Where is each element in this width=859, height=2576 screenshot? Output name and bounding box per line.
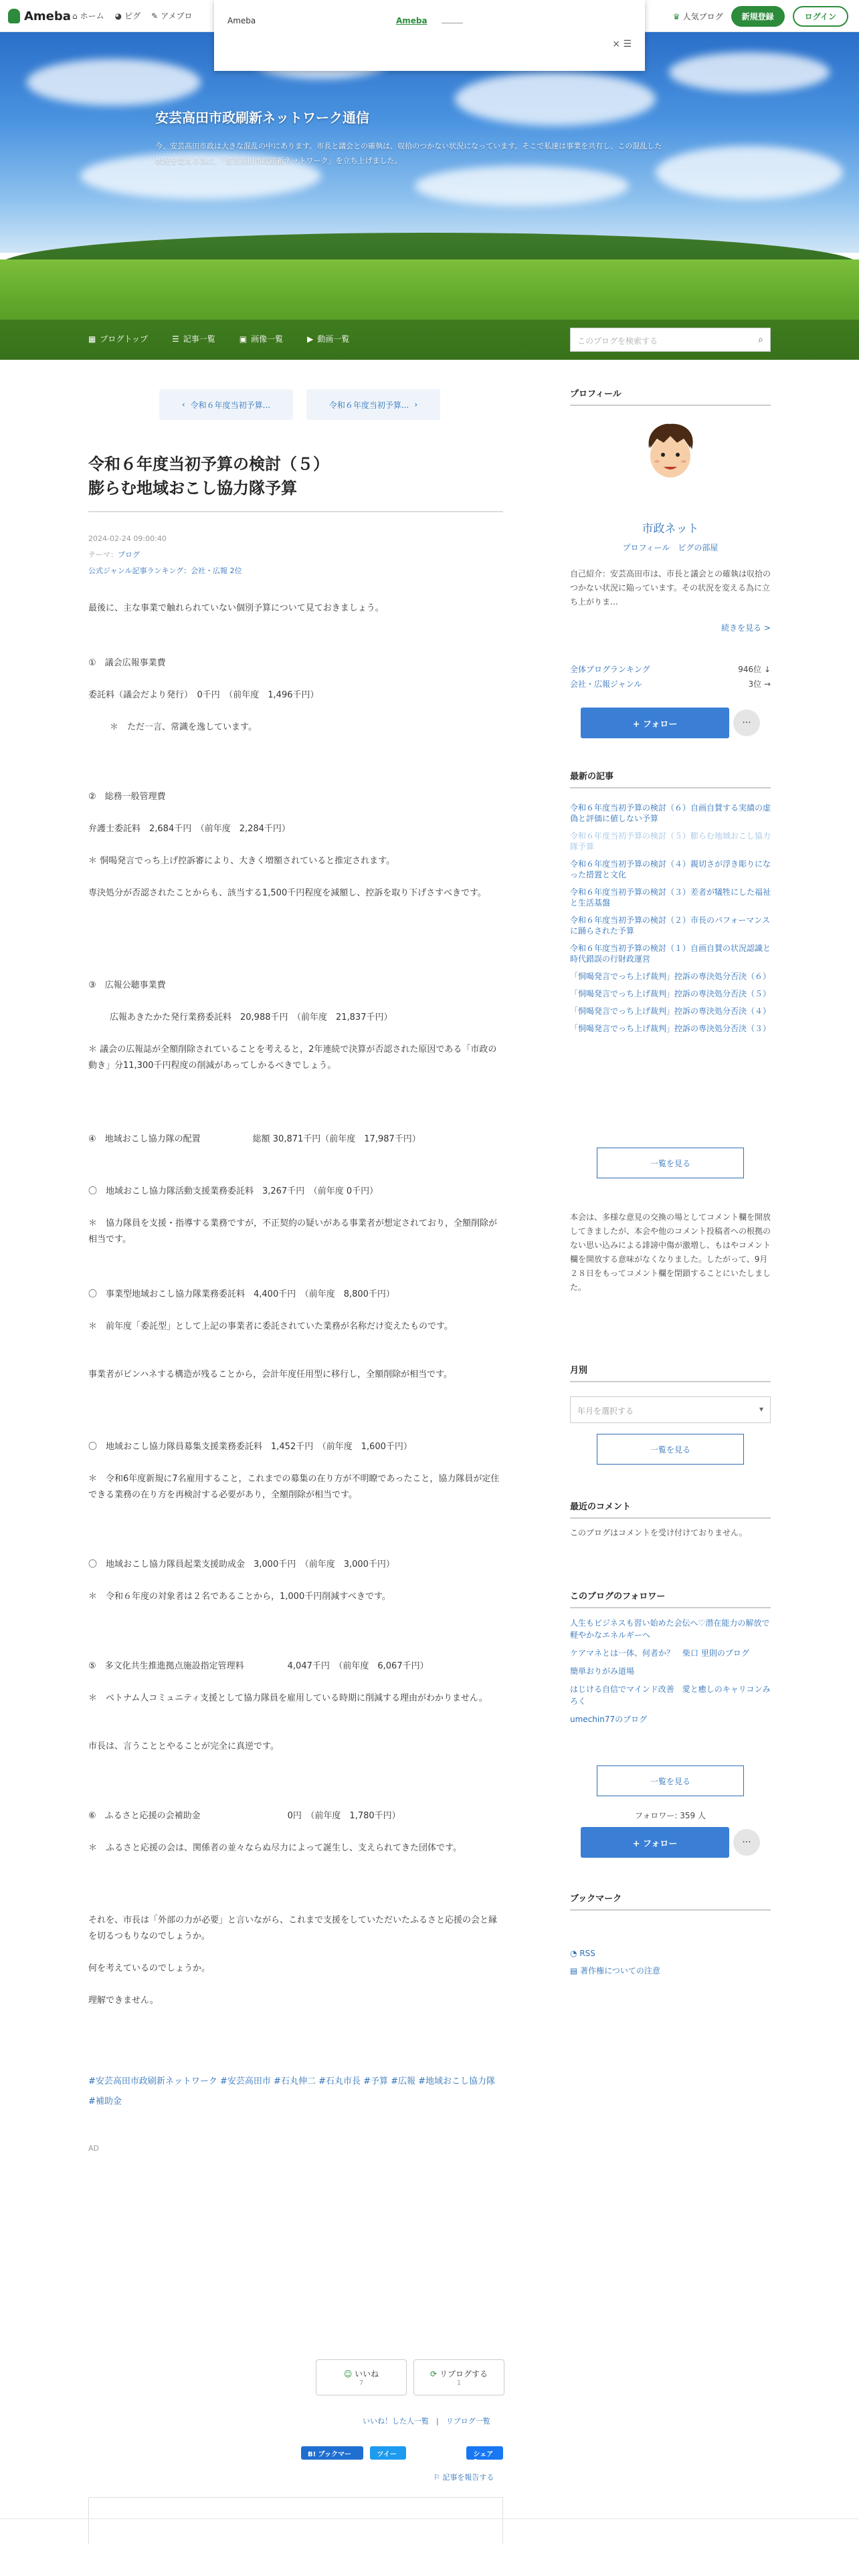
follower-more-button[interactable]: ···: [733, 1829, 760, 1856]
article-paragraph: ＊ ベトナム人コミュニティ支援として協力隊員を雇用している時期に削減する理由がわかりません。: [88, 1693, 488, 1703]
ameba-logo-icon: [8, 9, 20, 23]
nav-pigg[interactable]: ◕ ピグ: [114, 11, 141, 21]
follower-item[interactable]: はじける自信でマインド改善 愛と癒しのキャリコンみろく: [570, 1685, 771, 1706]
recent-entry[interactable]: 令和６年度当初予算の検討（６）自画自賛する実績の虚偽と評価に値しない予算: [570, 803, 771, 823]
bookmark-rss[interactable]: ◔ RSS: [570, 1949, 595, 1958]
footer-divider: [0, 2518, 859, 2519]
follower-list: [570, 1617, 771, 1731]
article-paragraph: 〇 事業型地域おこし協力隊業務委託料 4,400千円 （前年度 8,800千円）: [88, 1289, 395, 1299]
topbar-right: [673, 6, 848, 27]
blog-search-input[interactable]: このブログを検索する ⌕: [570, 328, 771, 352]
nav-entry-list[interactable]: ☰ 記事一覧: [171, 334, 215, 344]
followers-heading: このブログのフォロワー: [570, 1589, 771, 1608]
recent-entries: [570, 802, 771, 1041]
reblog-list-link[interactable]: リブログ一覧: [446, 2417, 490, 2426]
recent-entry[interactable]: 「恫喝発言でっち上げ裁判」控訴の専決処分否決（３）: [570, 1024, 771, 1033]
article-paragraph: 市長は、言うこととやることが完全に真逆です。: [88, 1741, 279, 1751]
ad-close-button[interactable]: × ☰: [612, 39, 632, 49]
recent-list-button[interactable]: 一覧を見る: [597, 1148, 744, 1178]
bookmark-heading: ブックマーク: [570, 1891, 771, 1911]
follower-count: フォロワー: 359 人: [635, 1811, 706, 1820]
title-divider: [88, 511, 503, 512]
ameba-logo[interactable]: [8, 8, 71, 24]
article-paragraph: ② 総務一般管理費: [88, 792, 166, 802]
prev-article-link[interactable]: ‹ 令和６年度当初予算...: [159, 389, 293, 420]
ad-label: AD: [88, 2144, 99, 2153]
profile-read-more-link[interactable]: 続きを見る >: [721, 623, 771, 633]
profile-more-button[interactable]: ···: [733, 710, 760, 736]
blog-title[interactable]: 安芸高田市政刷新ネットワーク通信: [155, 110, 369, 126]
document-icon: ▤: [570, 1966, 578, 1975]
profile-avatar[interactable]: [637, 419, 704, 486]
article-paragraph: ＊ ふるさと応援の会は、関係者の並々ならぬ尽力によって誕生し、支えられてきた団体です。: [88, 1843, 462, 1853]
month-list-button[interactable]: 一覧を見る: [597, 1434, 744, 1465]
reaction-list-links: いいね！した人一覧 | リブログ一覧: [363, 2417, 490, 2426]
nav-blog-top[interactable]: ▦ ブログトップ: [88, 334, 148, 344]
article-paragraph: ＊ 議会の広報誌が全額削除されていることを考えると，2年連続で決算が否認された原因である「市政の動き」分11,300千円程度の削減があってしかるべきでしょう。: [88, 1045, 497, 1071]
recent-entry-current[interactable]: 令和６年度当初予算の検討（５）膨らむ地域おこし協力隊予算: [570, 831, 771, 851]
register-button[interactable]: 新規登録: [731, 6, 785, 27]
article-paragraph: ④ 地域おこし協力隊の配置 総額 30,871千円（前年度 17,987千円）: [88, 1134, 421, 1144]
comment-text: このブログはコメントを受け付けておりません。: [570, 1528, 747, 1537]
login-button[interactable]: ログイン: [793, 6, 848, 27]
chevron-down-icon: ▾: [759, 1404, 763, 1414]
article-paragraph: 弁護士委託料 2,684千円 （前年度 2,284千円）: [88, 824, 290, 834]
article-title: 令和６年度当初予算の検討（５） 膨らむ地域おこし協力隊予算: [88, 455, 329, 498]
reblog-count: 1: [456, 2379, 462, 2387]
smile-icon: ☺: [343, 2369, 353, 2379]
article-paragraph: 理解できません。: [88, 1996, 159, 2006]
next-article-link[interactable]: 令和６年度当初予算... ›: [306, 389, 440, 420]
article-paragraph: ＊ 協力隊員を支援・指導する業務ですが，不正契約の疑いがある事業者が想定されており，全額削除が相当です。: [88, 1218, 498, 1245]
nav-image-list[interactable]: ▣ 画像一覧: [239, 334, 284, 344]
recent-entry[interactable]: 令和６年度当初予算の検討（３）差者が犠牲にした福祉と生活基盤: [570, 887, 771, 907]
month-select[interactable]: 年月を選択する ▾: [570, 1396, 771, 1423]
follower-item[interactable]: ケアマネとは一体、何者か？ 柴口 里則のブログ: [570, 1648, 749, 1658]
reblog-button[interactable]: ⟳ リブログする 1: [413, 2359, 504, 2395]
chevron-right-icon: ›: [414, 400, 418, 409]
nav-video-list[interactable]: ▶ 動画一覧: [307, 334, 350, 344]
chevron-left-icon: ‹: [181, 400, 185, 409]
profile-text: 自己紹介：安芸高田市は、市長と議会との確執は収拾のつかない状況に陥っています。その状況を変える為に立ち上がりま…: [570, 569, 771, 607]
article-paragraph: ＊ 恫喝発言でっち上げ控訴審により、大きく増額されていると推定されます。: [88, 856, 395, 866]
article-hashtags[interactable]: #安芸高田市政刷新ネットワーク #安芸高田市 #石丸伸二 #石丸市長 #予算 #広報 #地域おこし協力隊 #補助金: [88, 2076, 496, 2107]
article-paragraph: ⑤ 多文化共生推進拠点施設指定管理料 4,047千円 （前年度 6,067千円）: [88, 1661, 429, 1671]
article-paragraph: ① 議会広報事業費: [88, 658, 166, 668]
ameba-logo-text: Ameba: [24, 9, 71, 23]
video-icon: ▶: [307, 334, 314, 344]
article-paragraph: ③ 広報公聴事業費: [88, 980, 166, 990]
facebook-share-button[interactable]: シェア 0: [466, 2446, 503, 2460]
rss-icon: ◔: [570, 1949, 577, 1958]
avatar-face-icon: [637, 419, 704, 486]
list-icon: ☰: [171, 334, 179, 344]
follower-item[interactable]: 簡単おりがみ道場: [570, 1667, 635, 1676]
share-buttons: [301, 2446, 503, 2468]
followers-list-button[interactable]: 一覧を見る: [597, 1765, 744, 1796]
profile-links[interactable]: プロフィール ピグの部屋: [622, 543, 719, 552]
article-paragraph: ＊ 令和6年度新規に7名雇用すること，これまでの募集の在り方が不明瞭であったこと，協力隊員が定住できる業務の在り方を再検討する必要があり，全額削除が相当です。: [88, 1474, 500, 1500]
reaction-buttons: [316, 2359, 504, 2395]
nav-ameblo[interactable]: ✎ アメブロ: [151, 11, 193, 21]
report-article-link[interactable]: ⚐ 記事を報告する: [434, 2473, 494, 2482]
bookmark-copyright[interactable]: ▤ 著作権についての注意: [570, 1966, 660, 1975]
article-theme-link[interactable]: ブログ: [118, 550, 140, 559]
recent-entry[interactable]: 「恫喝発言でっち上げ裁判」控訴の専決処分否決（６）: [570, 972, 771, 981]
follow-button-bottom[interactable]: + フォロー: [581, 1827, 729, 1858]
profile-name[interactable]: 市政ネット: [642, 522, 699, 536]
like-button[interactable]: ☺ いいね 7: [316, 2359, 407, 2395]
article-paragraph: 何を考えているのでしょうか。: [88, 1963, 211, 1973]
ameblo-icon: ✎: [151, 11, 159, 21]
month-heading: 月別: [570, 1363, 771, 1382]
recent-entry[interactable]: 「恫喝発言でっち上げ裁判」控訴の専決処分否決（５）: [570, 989, 771, 998]
article-paragraph: ＊ 前年度「委託型」として上記の事業者に委託されていた業務が名称だけ変えたものです。: [88, 1321, 453, 1331]
article-meta: 2024-02-24 09:00:40 テーマ：ブログ 公式ジャンル記事ランキング：会社・広報 2位: [88, 531, 242, 579]
image-icon: ▣: [239, 334, 248, 344]
article-paragraph: 〇 地域おこし協力隊員起業支援助成金 3,000千円 （前年度 3,000千円）: [88, 1560, 395, 1570]
rank-all[interactable]: 全体ブログランキング 946位 ↓: [570, 665, 771, 674]
crown-icon: ♛: [672, 11, 680, 21]
comment-heading: 最近のコメント: [570, 1499, 771, 1519]
tweet-button[interactable]: ツイート: [370, 2446, 406, 2460]
genre-ranking-link[interactable]: 会社・広報 2位: [191, 566, 242, 575]
comment-notice: 本会は、多様な意見の交換の場としてコメント欄を開放してきましたが、本会や他のコメント投稿者への根拠のない思い込みによる誹謗中傷が激増し、もはやコメント欄を開放する意味がなくなりました。したがって、9月２８日をもってコメント欄を閉鎖することにいたしました。: [570, 1212, 771, 1292]
recent-heading: 最新の記事: [570, 769, 771, 788]
search-icon[interactable]: ⌕: [758, 334, 763, 345]
grid-icon: ▦: [88, 334, 96, 344]
like-count: 7: [359, 2379, 364, 2387]
article-paragraph: 専決処分が否認されたことからも、該当する1,500千円程度を減額し、控訴を取り下げさすべきです。: [88, 888, 486, 898]
report-icon: ⚐: [434, 2473, 440, 2482]
profile-heading: プロフィール: [570, 387, 771, 406]
follower-item[interactable]: umechin77のブログ: [570, 1715, 648, 1724]
article-date: 2024-02-24 09:00:40: [88, 534, 167, 543]
ad-popup-label: Ameba: [227, 16, 256, 25]
hatena-bookmark-button[interactable]: B! ブックマーク 0: [301, 2446, 363, 2460]
follower-item[interactable]: 人生もビジネスも習い始めた会伝へ♡潜在能力の解放で軽やかなエネルギーへ: [570, 1618, 770, 1640]
popular-blog-link[interactable]: ♛ 人気ブログ: [672, 11, 723, 21]
recent-entry[interactable]: 令和６年度当初予算の検討（２）市長のパフォーマンスに踊らされた予算: [570, 916, 771, 936]
article-paragraph: 最後に、主な事業で触れられていない個別予算について見ておきましょう。: [88, 603, 384, 613]
prev-next-nav: [159, 389, 440, 420]
follow-button[interactable]: + フォロー: [581, 708, 729, 738]
reblog-icon: ⟳: [430, 2369, 438, 2379]
recent-entry[interactable]: 「恫喝発言でっち上げ裁判」控訴の専決処分否決（４）: [570, 1006, 771, 1016]
ad-popup-link[interactable]: Ameba: [396, 16, 427, 25]
article-paragraph: それを、市長は「外部の力が必要」と言いながら、これまで支援をしていただいたふるさと応援の会と縁を切るつもりなのでしょうか。: [88, 1915, 498, 1941]
article-paragraph: ＊ ただ一言、常識を逸しています。: [110, 722, 257, 732]
global-nav: [72, 10, 192, 21]
recent-entry[interactable]: 令和６年度当初予算の検討（１）自画自賛の状況認識と時代錯誤の行財政運営: [570, 944, 771, 964]
article-paragraph: 広報あきたかた発行業務委託料 20,988千円 （前年度 21,837千円）: [110, 1012, 393, 1023]
ad-popup: [214, 0, 645, 71]
article-paragraph: ＊ 令和６年度の対象者は２名であることから，1,000千円削減すべきです。: [88, 1592, 391, 1602]
blog-description: 今、安芸高田市政は大きな混乱の中にあります。市長と議会との確執は、収拾のつかない状況になっています。そこで私達は事業を共有し、この混乱した状況を変える為に、「安芸高田市政刷新ネットワーク」を立ち上げました。: [155, 142, 662, 165]
rank-genre[interactable]: 会社・広報ジャンル 3位 →: [570, 679, 771, 689]
article-paragraph: 〇 地域おこし協力隊員募集支援業務委託料 1,452千円 （前年度 1,600千円）: [88, 1442, 412, 1452]
article-paragraph: ⑥ ふるさと応援の会補助金 0円 （前年度 1,780千円）: [88, 1811, 401, 1821]
blog-nav: [0, 320, 859, 360]
like-list-link[interactable]: いいね！した人一覧: [363, 2417, 429, 2426]
pigg-icon: ◕: [114, 11, 122, 21]
article-paragraph: 〇 地域おこし協力隊活動支援業務委託料 3,267千円 （前年度 0千円）: [88, 1186, 379, 1196]
article-paragraph: 事業者がピンハネする構造が残ることから，会計年度任用型に移行し，全額削除が相当です。: [88, 1370, 453, 1380]
nav-home[interactable]: ⌂ ホーム: [72, 11, 104, 21]
blog-header: [0, 32, 859, 360]
article-paragraph: 委託料（議会だより発行） 0千円 （前年度 1,496千円）: [88, 690, 319, 700]
home-icon: ⌂: [72, 11, 78, 21]
recent-entry[interactable]: 令和６年度当初予算の検討（４）親切さが浮き彫りになった措置と文化: [570, 859, 771, 879]
comment-box: [88, 2497, 503, 2544]
